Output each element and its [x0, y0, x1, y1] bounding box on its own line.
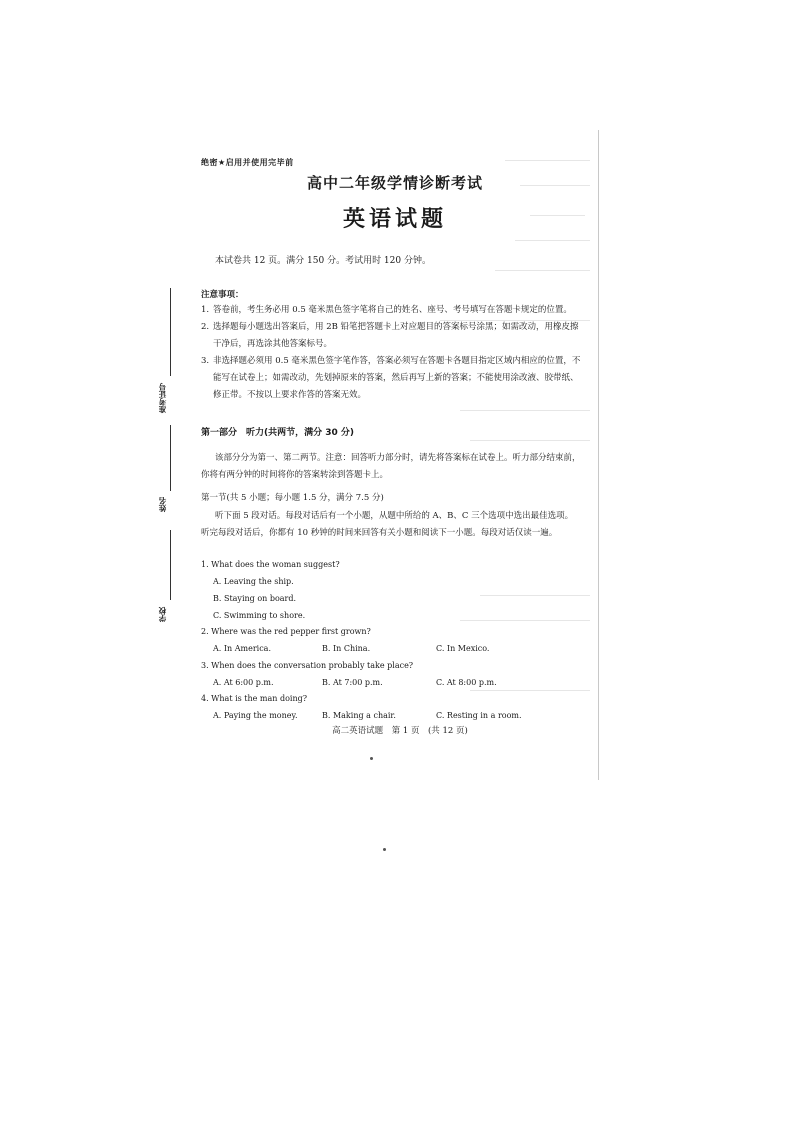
question-option: A. In America.: [213, 644, 271, 653]
page-footer: 高二英语试题 第 1 页 (共 12 页): [332, 726, 468, 736]
section-one-description: 听下面 5 段对话。每段对话后有一个小题，从题中所给的 A、B、C 三个选项中选出最佳选项。听完每段对话后，你都有 10 秒钟的时间来回答有关小题和阅读下一小题。每段对话仅读一遍。: [201, 511, 574, 538]
exam-title: 高中二年级学情诊断考试: [306, 174, 483, 192]
question-option: C. Resting in a room.: [436, 711, 522, 720]
bleed-through-line: [495, 270, 590, 271]
question-option: A. Leaving the ship.: [213, 577, 294, 586]
exam-number-line: [170, 288, 171, 376]
part-one-title: 第一部分 听力(共两节，满分 30 分): [201, 428, 355, 438]
notice-item: [201, 353, 581, 404]
notice-item: [201, 319, 581, 353]
question-option: A. At 6:00 p.m.: [213, 678, 274, 687]
notice-text: 选择题每小题选出答案后，用 2B 铅笔把答题卡上对应题目的答案标号涂黑；如需改动，用橡皮擦干净后，再选涂其他答案标号。: [213, 322, 579, 349]
scan-speck: [370, 757, 373, 760]
notice-text: 答卷前，考生务必用 0.5 毫米黑色签字笔将自己的姓名、座号、考号填写在答题卡规定的位置。: [213, 305, 572, 315]
school-line: [170, 530, 171, 600]
exam-info: 本试卷共 12 页。满分 150 分。考试用时 120 分钟。: [215, 256, 431, 266]
question-stem: 1. What does the woman suggest?: [201, 560, 340, 569]
question-stem: 3. When does the conversation probably take place?: [201, 661, 414, 670]
notice-number: 2.: [201, 322, 210, 332]
secret-mark: 绝密★启用并使用完毕前: [201, 158, 294, 167]
exam-number-label: 准考证号: [158, 383, 167, 413]
question-stem: 2. Where was the red pepper first grown?: [201, 627, 371, 636]
notice-title: 注意事项：: [201, 290, 244, 300]
subject-title: 英语试题: [342, 207, 447, 232]
bleed-through-line: [480, 595, 590, 596]
bleed-through-line: [460, 620, 590, 621]
notice-number: 1.: [201, 305, 210, 315]
bleed-through-line: [470, 440, 590, 441]
question-option: A. Paying the money.: [213, 711, 298, 720]
name-label: 姓名: [158, 497, 167, 512]
notice-text: 非选择题必须用 0.5 毫米黑色签字笔作答，答案必须写在答题卡各题目指定区域内相应的位置，不能写在试卷上；如需改动，先划掉原来的答案，然后再写上新的答案；不能使用涂改液、胶带纸、修正带。不按以上要求作答的答案无效。: [213, 356, 581, 400]
question-option: C. At 8:00 p.m.: [436, 678, 497, 687]
notice-item: [201, 302, 581, 319]
section-one-title: 第一节(共 5 小题；每小题 1.5 分，满分 7.5 分): [201, 493, 384, 503]
paper-edge-line: [598, 130, 599, 780]
question-option: B. In China.: [322, 644, 371, 653]
name-line: [170, 425, 171, 491]
school-label: 学校: [158, 607, 167, 622]
question-option: C. Swimming to shore.: [213, 611, 306, 620]
question-option: B. Making a chair.: [322, 711, 396, 720]
bleed-through-line: [470, 690, 590, 691]
question-stem: 4. What is the man doing?: [201, 694, 308, 703]
part-one-description: 该部分分为第一、第二两节。注意：回答听力部分时，请先将答案标在试卷上。听力部分结束前，你将有两分钟的时间将你的答案转涂到答题卡上。: [201, 453, 581, 480]
notice-number: 3.: [201, 356, 210, 366]
bleed-through-line: [515, 240, 590, 241]
notice-list: [201, 302, 581, 404]
question-option: C. In Mexico.: [436, 644, 490, 653]
bleed-through-line: [460, 410, 590, 411]
scan-speck: [383, 848, 386, 851]
bleed-through-line: [505, 160, 590, 161]
question-option: B. Staying on board.: [213, 594, 297, 603]
question-option: B. At 7:00 p.m.: [322, 678, 383, 687]
